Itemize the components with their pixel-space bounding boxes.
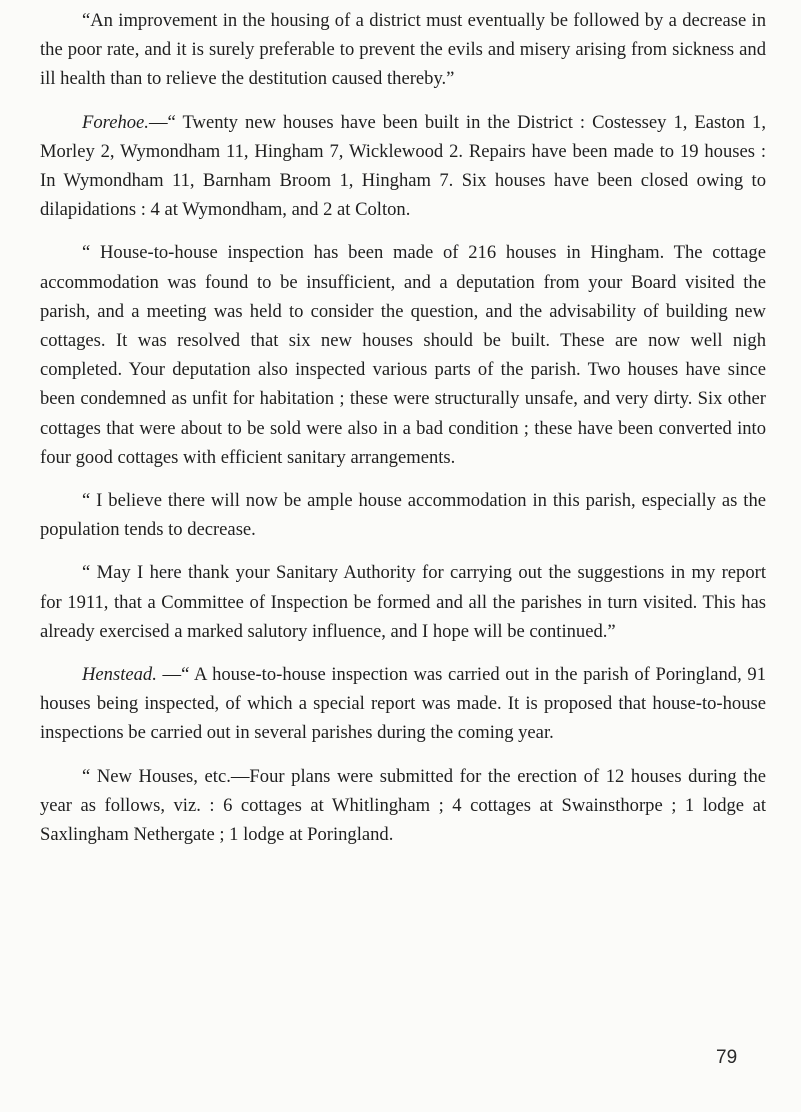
paragraph-6-text: —“ A house-to-house inspection was carried out in the parish of Poringland, 91 houses being inspected, of which a special report was made. It is proposed that house-to-house inspections be carried out in several parishes during the coming year.	[40, 664, 766, 744]
paragraph-1	[40, 6, 766, 94]
document-page	[40, 6, 766, 863]
paragraph-5	[40, 558, 766, 646]
paragraph-6-henstead	[40, 660, 766, 748]
place-heading-henstead: Henstead.	[82, 664, 157, 686]
place-heading-forehoe: Forehoe.	[82, 111, 149, 133]
paragraph-2-text: —“ Twenty new houses have been built in the District : Costessey 1, Easton 1, Morley 2, Wymondham 11, Hingham 7, Wicklewood 2. Repairs have been made to 19 houses : In Wymondham 11, Barnham Broom 1, Hingham 7. Six houses have been closed owing to dilapidations : 4 at Wymondham, and 2 at Colton.	[40, 111, 766, 221]
paragraph-1-text: “An improvement in the housing of a district must eventually be followed by a decrease in the poor rate, and it is surely preferable to prevent the evils and misery arising from sickness and ill health than to relieve the destitution caused thereby.”	[40, 10, 766, 90]
page-number: 79	[716, 1047, 738, 1068]
paragraph-3-text: “ House-to-house inspection has been made of 216 houses in Hingham. The cottage accommodation was found to be insufficient, and a deputation from your Board visited the parish, and a meeting was held to consider the question, and the advisability of building new cottages. It was resolved that six new houses should be built. These are now well nigh completed. Your deputation also inspected various parts of the parish. Two houses have since been condemned as unfit for habitation ; these were structurally unsafe, and very dirty. Six other cottages that were about to be sold were also in a bad condition ; these have been converted into four good cottages with efficient sanitary arrangements.	[40, 242, 766, 468]
paragraph-7	[40, 762, 766, 850]
paragraph-4	[40, 486, 766, 544]
paragraph-2-forehoe	[40, 108, 766, 225]
paragraph-5-text: “ May I here thank your Sanitary Authority for carrying out the suggestions in my report for 1911, that a Committee of Inspection be formed and all the parishes in turn visited. This has already exercised a marked salutory influence, and I hope will be continued.”	[40, 562, 766, 642]
paragraph-7-text: “ New Houses, etc.—Four plans were submitted for the erection of 12 houses during the year as follows, viz. : 6 cottages at Whitlingham ; 4 cottages at Swainsthorpe ; 1 lodge at Saxlingham Nethergate ; 1 lodge at Poringland.	[40, 765, 766, 846]
paragraph-4-text: “ I believe there will now be ample house accommodation in this parish, especially as the population tends to decrease.	[40, 490, 766, 541]
paragraph-3	[40, 238, 766, 472]
